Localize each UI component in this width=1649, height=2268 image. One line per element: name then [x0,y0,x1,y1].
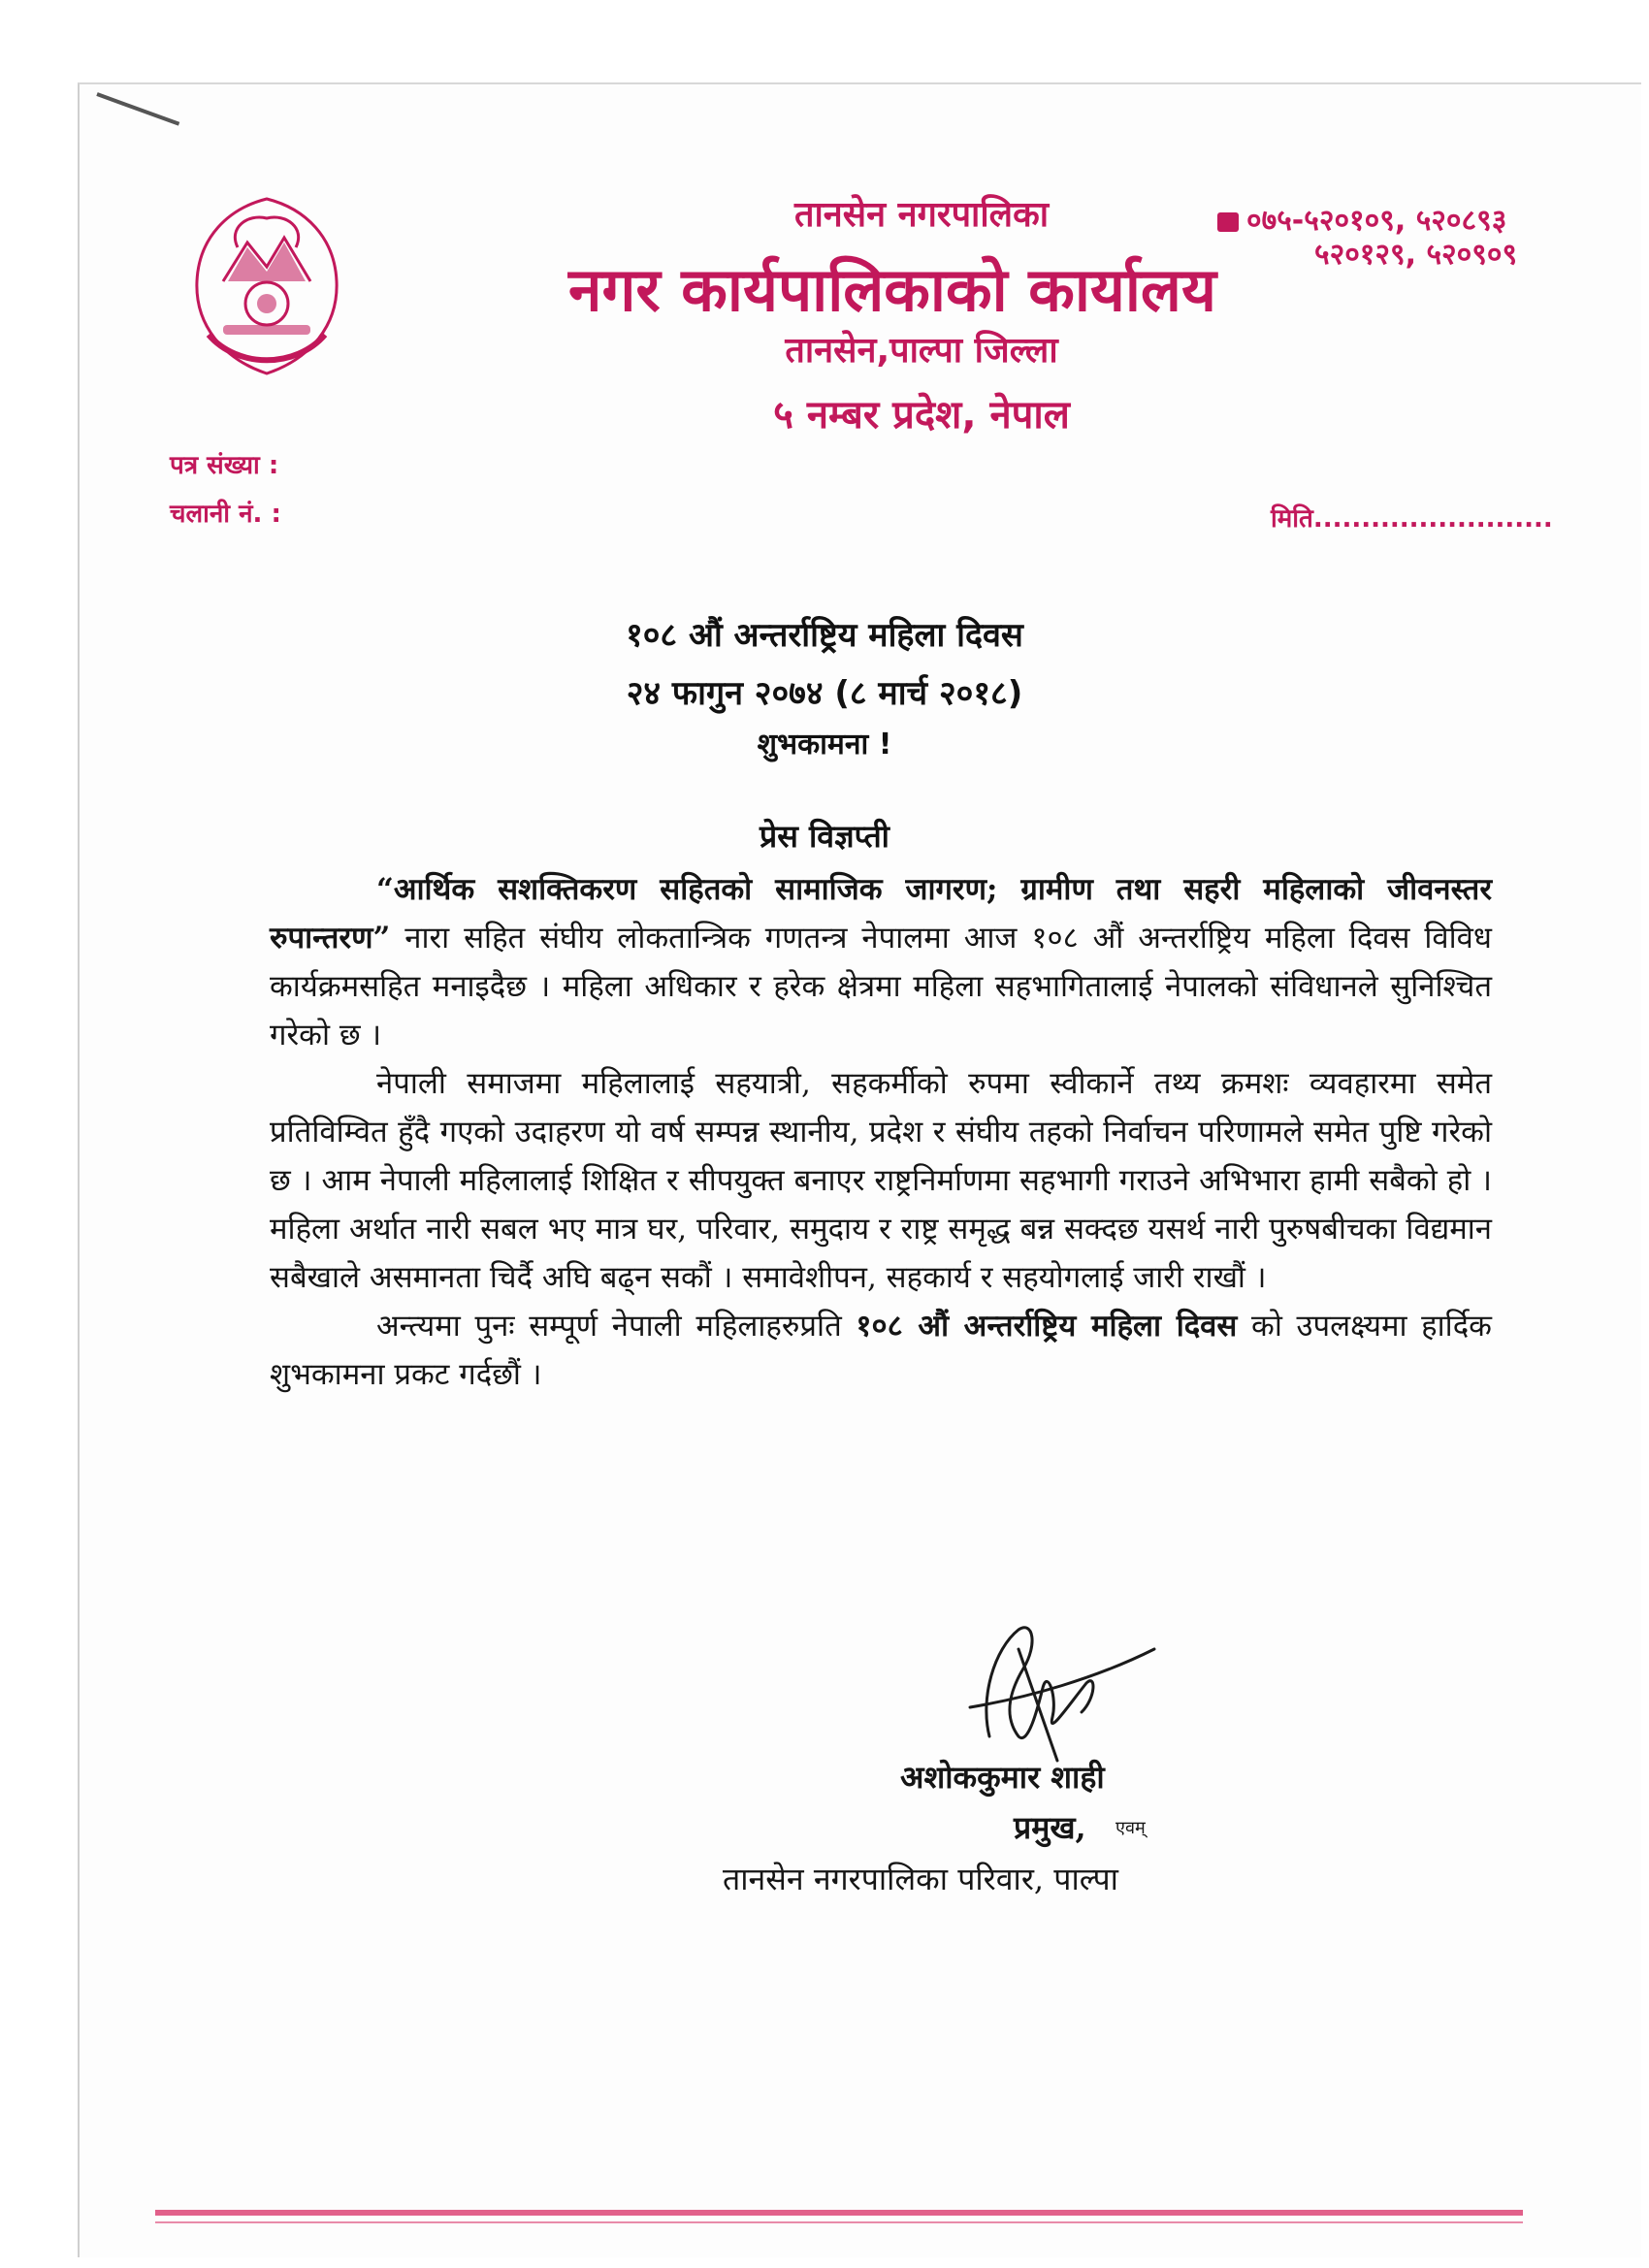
paragraph-3-event: १०८ औं अन्तर्राष्ट्रिय महिला दिवस [856,1309,1238,1344]
signatory-name: अशोककुमार शाही [900,1759,1105,1796]
office-location: तानसेन,पाल्पा जिल्ला [785,331,1058,371]
paragraph-1-text: नारा सहित संघीय लोकतान्त्रिक गणतन्त्र नेपालमा आज १०८ औं अन्तर्राष्ट्रिय महिला दिवस विविध कार्यक्रमसहित मनाइदैछ । महिला अधिकार र हरेक क्षेत्रमा महिला सहभागितालाई नेपालको संविधानले सुनिश्चित गरेको छ । [270,921,1492,1053]
date-label: मिति......................... [1271,504,1553,534]
phone-numbers-line2: ५२०१२९, ५२०९०९ [1314,238,1518,272]
paragraph-3-start: अन्त्यमा पुनः सम्पूर्ण नेपाली महिलाहरुप्रति [376,1309,857,1344]
signatory-post: प्रमुख, [1014,1809,1086,1846]
heading-greeting: शुभकामना ! [757,728,892,761]
footer-rule-thin [155,2221,1523,2223]
heading-event: १०८ औं अन्तर्राष्ट्रिय महिला दिवस [626,616,1023,655]
slogan: “आर्थिक सशक्तिकरण सहितको सामाजिक जागरण; ग्रामीण तथा सहरी महिलाको जीवनस्तर रुपान्तरण” [270,872,1492,956]
paragraph-2: नेपाली समाजमा महिलालाई सहयात्री, सहकर्मीको रुपमा स्वीकार्ने तथ्य क्रमशः व्यवहारमा समेत प्रतिविम्वित हुँदै गएको उदाहरण यो वर्ष सम्पन्न स्थानीय, प्रदेश र संघीय तहको निर्वाचन परिणामले समेत पुष्टि गरेको छ । आम नेपाली महिलालाई शिक्षित र सीपयुक्त बनाएर राष्ट्रनिर्माणमा सहभागी गराउने अभिभारा हामी सबैको हो । महिला अर्थात नारी सबल भए मात्र घर, परिवार, समुदाय र राष्ट्र समृद्ध बन्न सक्दछ यसर्थ नारी पुरुषबीचका विद्यमान सबैखाले असमानता चिर्दै अघि बढ्न सकौं । समावेशीपन, सहकार्य र सहयोगलाई जारी राखौं । [270,1066,1492,1295]
press-release-body [270,865,1492,1399]
office-name: नगर कार्यपालिकाको कार्यालय [568,254,1216,325]
phone-icon [1217,212,1239,232]
heading-date: २४ फागुन २०७४ (८ मार्च २०१८) [626,674,1023,713]
signatory-organization: तानसेन नगरपालिका परिवार, पाल्पा [723,1861,1118,1897]
signatory-post-suffix: एवम् [1116,1818,1146,1838]
office-province: ५ नम्बर प्रदेश, नेपाल [773,393,1070,437]
paragraph-3-end: को उपलक्ष्यमा हार्दिक शुभकामना प्रकट गर्दछौं । [270,1309,1492,1392]
municipality-name: तानसेन नगरपालिका [793,195,1050,235]
press-release-title: प्रेस विज्ञप्ती [760,818,889,855]
letter-number-label: पत्र संख्या : [170,451,279,480]
phone-line1-text: ०७५-५२०१०९, ५२०८९३ [1246,204,1507,238]
signature [951,1591,1164,1766]
municipal-emblem-icon [170,189,364,383]
dispatch-number-label: चलानी नं. : [170,500,281,529]
paragraph-1 [270,865,1492,1059]
paragraph-3 [270,1302,1492,1399]
footer-rule [155,2210,1523,2216]
